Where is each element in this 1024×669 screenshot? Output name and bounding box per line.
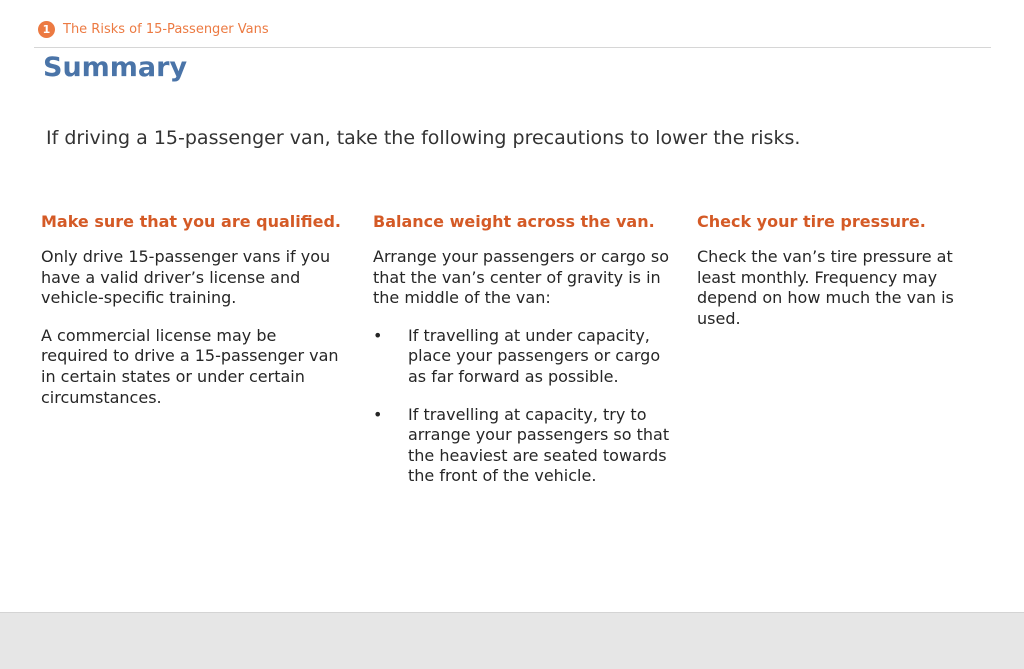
breadcrumb-label: The Risks of 15-Passenger Vans [63, 22, 269, 37]
bullet-icon: • [373, 325, 383, 345]
breadcrumb [38, 21, 269, 38]
intro-text: If driving a 15-passenger van, take the following precautions to lower the risks. [46, 127, 801, 149]
list-item-text: If travelling at capacity, try to arrange your passengers so that the heaviest are seated towards the front of the vehicle. [408, 404, 670, 486]
player-footer-bar [0, 612, 1024, 669]
column-tire-pressure [697, 211, 972, 346]
list-item [373, 405, 673, 487]
header-divider [34, 47, 991, 48]
column-paragraph: A commercial license may be required to drive a 15-passenger van in certain states or under certain circumstances. [41, 325, 339, 407]
step-number-badge: 1 [38, 21, 55, 38]
column-qualified [41, 211, 346, 425]
column-heading: Balance weight across the van. [373, 212, 655, 231]
bullet-list [373, 326, 673, 487]
column-paragraph: Check the van’s tire pressure at least monthly. Frequency may depend on how much the van is used. [697, 247, 954, 328]
bullet-icon: • [373, 404, 383, 424]
page-title: Summary [43, 52, 188, 83]
list-item-text: If travelling at under capacity, place your passengers or cargo as far forward as possible. [408, 325, 661, 386]
list-item [373, 326, 673, 388]
column-heading: Check your tire pressure. [697, 212, 926, 231]
column-paragraph: Arrange your passengers or cargo so that the van’s center of gravity is in the middle of the van: [373, 247, 670, 308]
column-heading: Make sure that you are qualified. [41, 212, 341, 231]
column-balance-weight [373, 211, 673, 504]
column-paragraph: Only drive 15-passenger vans if you have a valid driver’s license and vehicle-specific training. [41, 247, 331, 308]
